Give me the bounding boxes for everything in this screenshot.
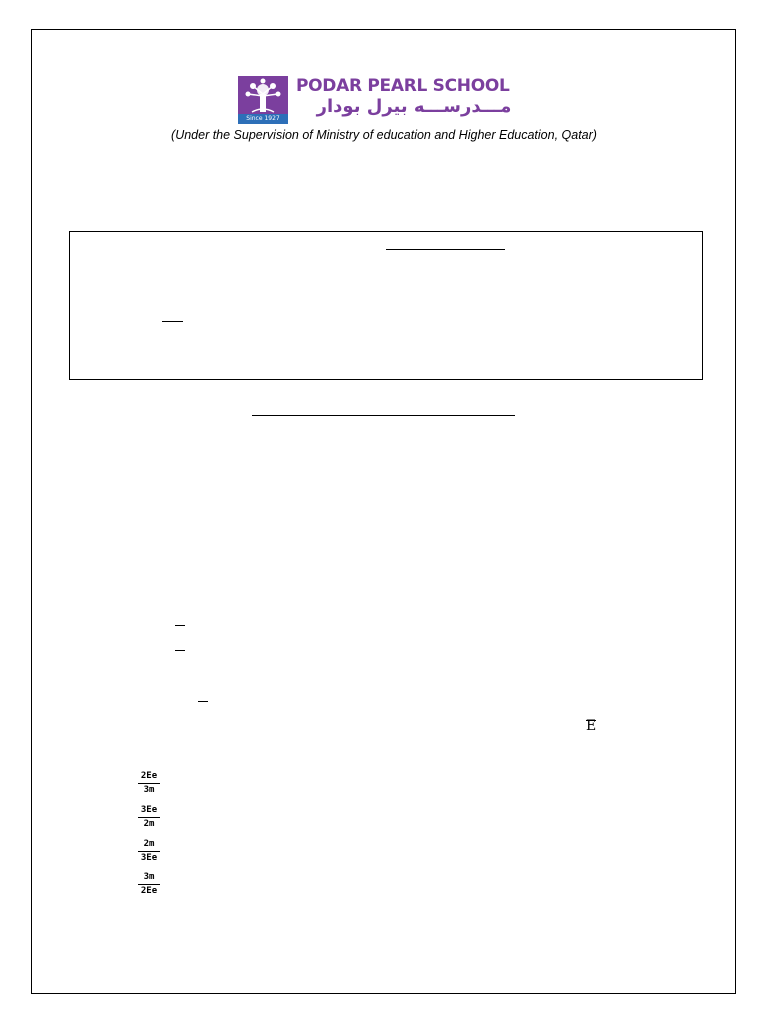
option-denominator: 2Ee [140, 886, 158, 896]
option-numerator: 2Ee [138, 771, 160, 784]
vector-bar-mark [175, 625, 185, 626]
page-border [31, 29, 736, 994]
info-box-short-line [162, 321, 183, 322]
info-box-title-underline [386, 249, 505, 250]
section-heading-underline [252, 415, 515, 416]
option-fraction [138, 872, 160, 897]
logo-since-label: Since 1927 [238, 114, 288, 124]
school-name-arabic: مـــدرســـه بيرل بودار [316, 96, 512, 117]
school-logo [238, 76, 288, 124]
supervision-note: (Under the Supervision of Ministry of education and Higher Education, Qatar) [171, 128, 597, 142]
option-fraction [138, 805, 160, 830]
option-numerator: 3Ee [138, 805, 160, 818]
tree-icon [238, 76, 288, 114]
option-fraction [138, 839, 160, 864]
vector-bar-mark [175, 650, 185, 651]
option-denominator: 2m [143, 819, 155, 829]
option-numerator: 2m [138, 839, 160, 852]
exam-info-box [69, 231, 703, 380]
school-name-english: PODAR PEARL SCHOOL [296, 76, 510, 96]
option-denominator: 3Ee [140, 853, 158, 863]
option-numerator: 3m [138, 872, 160, 885]
option-fraction [138, 771, 160, 796]
option-denominator: 3m [143, 785, 155, 795]
vector-bar-mark [198, 701, 208, 702]
electric-field-symbol: E [586, 718, 597, 734]
